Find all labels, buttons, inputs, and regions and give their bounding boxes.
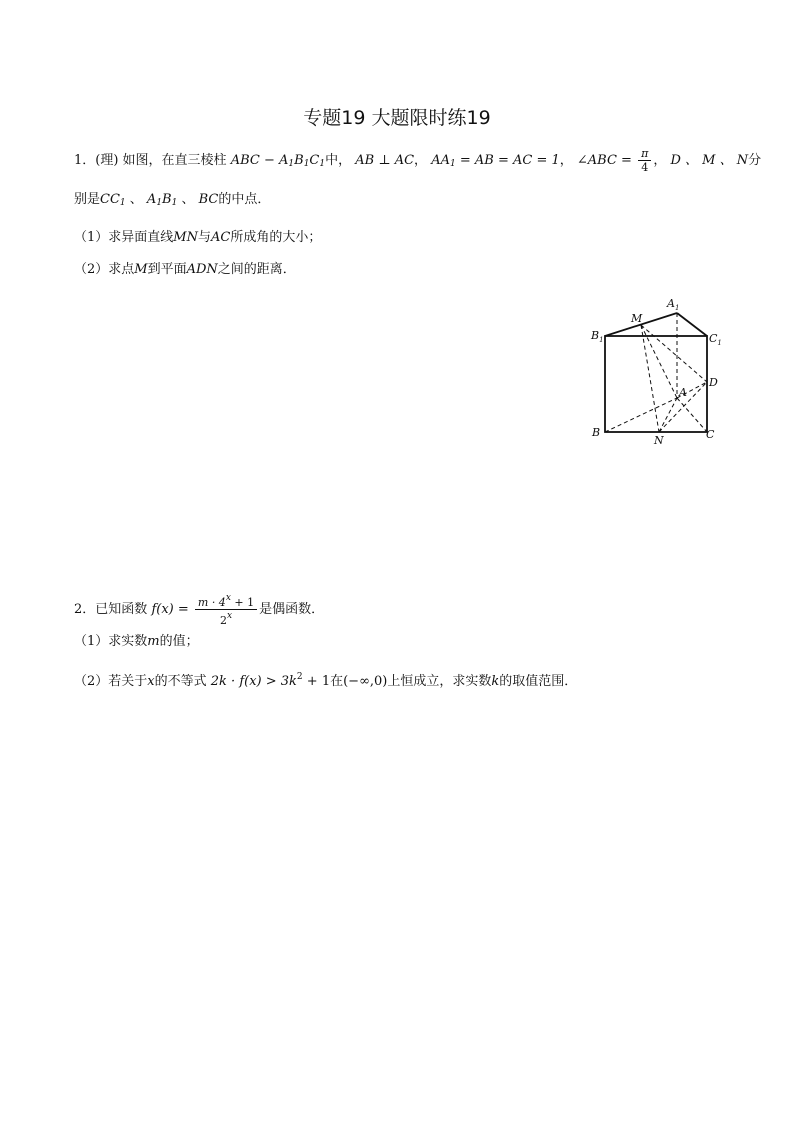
q2-interval: (−∞,0) — [343, 674, 388, 689]
q1-part1: （1）求异面直线MN与AC所成角的大小； — [74, 230, 322, 245]
q2-number: 2． — [74, 602, 96, 617]
q2-part2-k: k — [491, 674, 500, 689]
q1-angle-fraction: $\frac{\pi}{4}$ — [638, 147, 651, 174]
q1-comma1: ， — [414, 153, 428, 168]
edge-ab — [605, 398, 677, 432]
q2-func: f(x) = — [151, 602, 189, 617]
q2-part2-x: x — [147, 674, 155, 689]
q1-comma2: ， — [559, 153, 573, 168]
edge-ac — [677, 398, 707, 432]
q1-perp: AB ⊥ AC — [355, 153, 415, 168]
q1-part2-adn: ADN — [186, 262, 218, 277]
q1-points: D 、 M 、 N — [670, 153, 749, 168]
q2-intro: 已知函数 — [95, 602, 148, 617]
edge-a1c1 — [677, 313, 707, 336]
q2-part2: （2）若关于x的不等式 $2k \cdot f(x) > 3k^2 + 1$在(−∞,0)上恒成立，求实数k的取值范围． — [74, 672, 578, 689]
q1-sep2: 、 — [177, 192, 199, 207]
q1-a1b1: $A_1B_1$ — [146, 192, 178, 208]
q1-fen: 分 — [748, 153, 762, 168]
q2-part1: （1）求实数m的值； — [74, 634, 199, 649]
label-c: C — [706, 428, 715, 441]
q2-line1 — [74, 592, 324, 627]
label-a1: $A_1$ — [667, 297, 680, 312]
label-n: N — [654, 434, 664, 447]
q2-inequality: $2k \cdot f(x) > 3k^2 + 1$ — [210, 672, 331, 689]
q1-cc1: $CC_1$ — [100, 192, 126, 208]
q1-part2: （2）求点M到平面ADN之间的距离． — [74, 262, 296, 277]
q1-part2-m: M — [134, 262, 148, 277]
q1-number: 1． — [74, 153, 96, 168]
segment-md — [641, 325, 707, 382]
q2-part1-m: m — [147, 634, 160, 649]
q1-angle: ∠ABC = — [576, 153, 632, 168]
q2-fraction: $\frac{m \cdot 4^x + 1}{2^x}$ — [195, 592, 257, 627]
label-b1: $B_1$ — [591, 329, 604, 344]
prism-figure — [585, 288, 725, 448]
q1-line2-end: 的中点． — [218, 192, 271, 207]
label-b: B — [592, 426, 601, 439]
q1-line1 — [74, 147, 761, 174]
prism-diagram — [585, 288, 725, 448]
q1-sep1: 、 — [125, 192, 147, 207]
q1-prism: ABC − $A_1B_1C_1$ — [230, 153, 326, 169]
q1-equal: $AA_1$ = AB = AC = 1 — [431, 153, 560, 169]
q1-bc: BC — [198, 192, 219, 207]
q1-line2-start: 别是 — [74, 192, 101, 207]
q1-part1-mn: MN — [173, 230, 198, 245]
q1-comma3: ， — [653, 153, 667, 168]
label-m: M — [631, 312, 643, 325]
q1-in: 中， — [325, 153, 352, 168]
segment-na — [659, 398, 677, 432]
q2-end: 是偶函数． — [259, 602, 325, 617]
q1-line2 — [74, 190, 270, 213]
label-d: D — [709, 376, 718, 389]
label-c1: $C_1$ — [709, 332, 722, 347]
segment-mn — [641, 325, 659, 432]
page-title: 专题19 大题限时练19 — [303, 107, 491, 129]
face-bcc1b1 — [605, 336, 707, 432]
q1-part1-ac: AC — [210, 230, 231, 245]
label-a: A — [679, 386, 687, 399]
q1-prefix: (理) 如图，在直三棱柱 — [95, 153, 227, 168]
